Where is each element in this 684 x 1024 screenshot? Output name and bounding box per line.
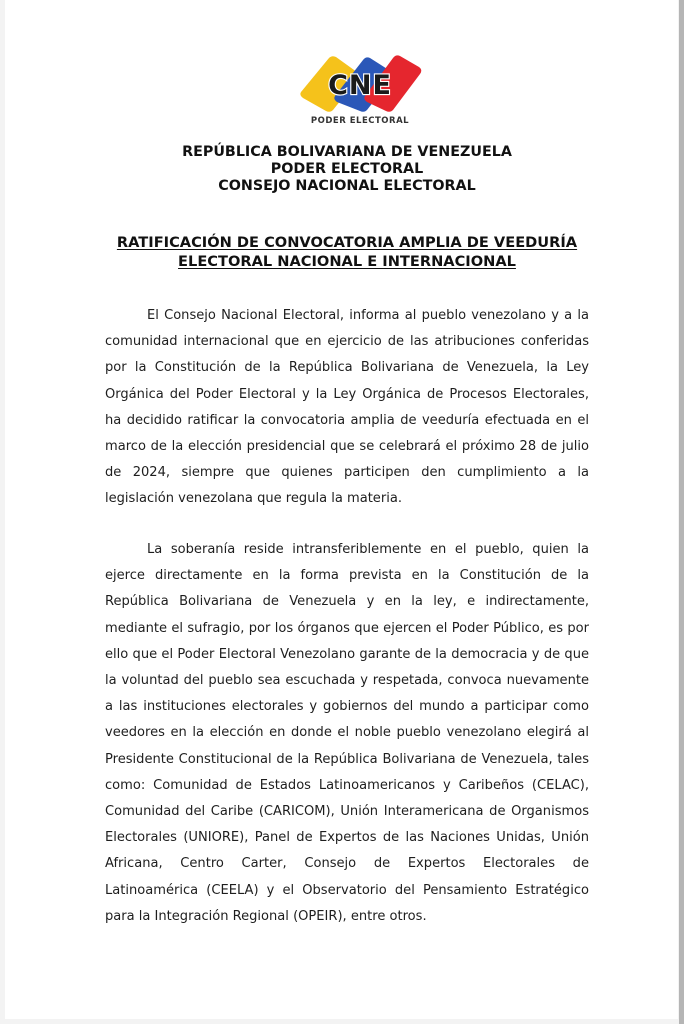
header-line-council: CONSEJO NACIONAL ELECTORAL [218, 178, 476, 194]
title-line-1: RATIFICACIÓN DE CONVOCATORIA AMPLIA DE VEEDURÍA [116, 234, 578, 251]
cne-logo [295, 50, 425, 132]
logo-acronym: CNE [328, 70, 392, 101]
scrollbar[interactable] [679, 0, 684, 1024]
body-paragraph: El Consejo Nacional Electoral, informa al pueblo venezolano y a la comunidad internacional que en ejercicio de las atribuciones conferidas por la Constitución de la República Bolivariana de Venezuela, la Ley Orgánica del Poder Electoral y la Ley Orgánica de Procesos Electorales, ha decidido ratificar la convocatoria amplia de veeduría efectuada en el marco de la elección presidencial que se celebrará el próximo 28 de julio de 2024, siempre que quienes participen den cumplimiento a la legislación venezolana que regula la materia. [105, 308, 589, 507]
logo-caption: PODER ELECTORAL [310, 116, 410, 126]
cne-logo-icon [295, 50, 425, 116]
document-page [5, 0, 678, 1019]
body-paragraph-1-block [105, 303, 589, 513]
title-line-2: ELECTORAL NACIONAL E INTERNACIONAL [178, 253, 516, 270]
header-line-power: PODER ELECTORAL [270, 161, 424, 177]
header-line-republic: REPÚBLICA BOLIVARIANA DE VENEZUELA [182, 144, 512, 160]
body-paragraph-2-block [105, 537, 589, 930]
institution-header [5, 144, 684, 195]
document-title [5, 233, 684, 271]
body-paragraph: La soberanía reside intransferiblemente en el pueblo, quien la ejerce directamente en la forma prevista en la Constitución de la República Bolivariana de Venezuela y en la ley, e indirectamente, mediante el sufragio, por los órganos que ejercen el Poder Público, es por ello que el Poder Electoral Venezolano garante de la democracia y de que la voluntad del pueblo sea escuchada y respetada, convoca nuevamente a las instituciones electorales y gobiernos del mundo a participar como veedores en la elección en donde el noble pueblo venezolano elegirá al Presidente Constitucional de la República Bolivariana de Venezuela, tales como: Comunidad de Estados Latinoamericanos y Caribeños (CELAC), Comunidad del Caribe (CARICOM), Unión Interamericana de Organismos Electorales (UNIORE), Panel de Expertos de las Naciones Unidas, Unión Africana, Centro Carter, Consejo de Expertos Electorales de Latinoamérica (CEELA) y el Observatorio del Pensamiento Estratégico para la Integración Regional (OPEIR), entre otros. [105, 542, 589, 924]
